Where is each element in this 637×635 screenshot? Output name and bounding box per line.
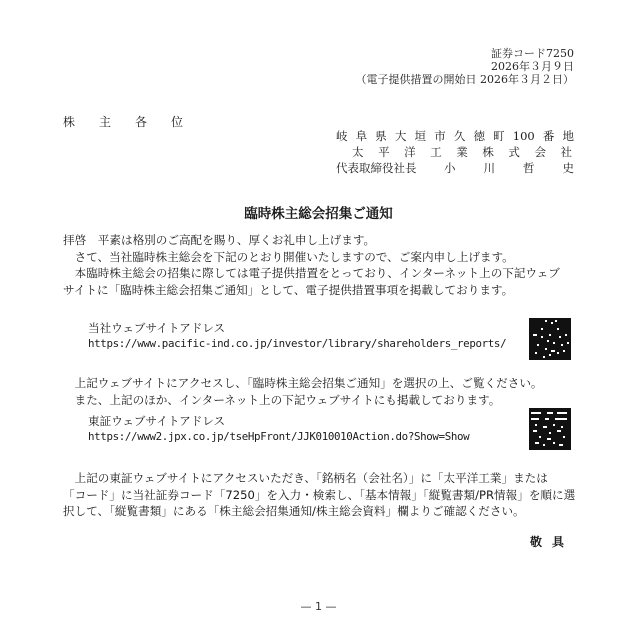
intro-paragraph <box>63 232 583 298</box>
intro-line-2: さて、当社臨時株主総会を下記のとおり開催いたしますので、ご案内申し上げます。 <box>63 249 514 264</box>
middle-line-1: 上記ウェブサイトにアクセスし、「臨時株主総会招集ご通知」を選択の上、ご覧ください。 <box>63 376 543 390</box>
instructions-line-3: 択して、「縦覧書類」にある「株主総会招集通知/株主総会資料」欄よりご確認ください。 <box>63 504 525 518</box>
middle-paragraph <box>63 375 583 408</box>
company-name: 太 平 洋 工 業 株 式 会 社 <box>352 145 572 159</box>
securities-code: 証券コード7250 <box>491 47 574 60</box>
instructions-paragraph <box>63 470 583 520</box>
instructions-line-1: 上記の東証ウェブサイトにアクセスいただき、「銘柄名（会社名）」に「太平洋工業」または <box>63 471 548 485</box>
notice-date: 2026年３月９日 <box>491 60 574 73</box>
company-address: 岐 阜 県 大 垣 市 久 徳 町 100 番 地 <box>336 129 574 143</box>
representative <box>336 160 574 176</box>
middle-line-2: また、上記のほか、インターネット上の下記ウェブサイトにも掲載しております。 <box>63 392 501 407</box>
addressee: 株主各位 <box>63 115 208 129</box>
qr-code-icon <box>529 318 571 360</box>
company-site-url[interactable]: https://www.pacific-ind.co.jp/investor/library/shareholders_reports/ <box>88 337 507 350</box>
intro-line-3: 本臨時株主総会の招集に際しては電子提供措置をとっており、インターネット上の下記ウェブ <box>63 266 560 280</box>
tse-site-label: 東証ウェブサイトアドレス <box>88 414 226 428</box>
qr-code-icon <box>529 408 571 450</box>
e-provision-start-date: （電子提供措置の開始日 2026年３月２日） <box>355 73 574 86</box>
tse-site-url[interactable]: https://www2.jpx.co.jp/tseHpFront/JJK010010Action.do?Show=Show <box>88 430 470 443</box>
intro-line-4: サイトに「臨時株主総会招集ご通知」として、電子提供措置事項を掲載しております。 <box>63 282 514 297</box>
representative-role: 代表取締役社長 <box>336 161 417 175</box>
greeting-line: 拝啓 平素は格別のご高配を賜り、厚くお礼申し上げます。 <box>63 233 376 247</box>
instructions-line-2: 「コード」に当社証券コード「7250」を入力・検索し、「基本情報」「縦覧書類/PR情報」を順に選 <box>63 487 576 502</box>
page-number: — 1 — <box>300 600 337 613</box>
sender-block <box>336 128 574 176</box>
header-block <box>356 47 575 86</box>
representative-name: 小 川 哲 史 <box>444 161 574 175</box>
closing-salutation: 敬具 <box>529 535 574 549</box>
company-site-label: 当社ウェブサイトアドレス <box>88 321 226 335</box>
document-title: 臨時株主総会招集ご通知 <box>244 206 393 222</box>
